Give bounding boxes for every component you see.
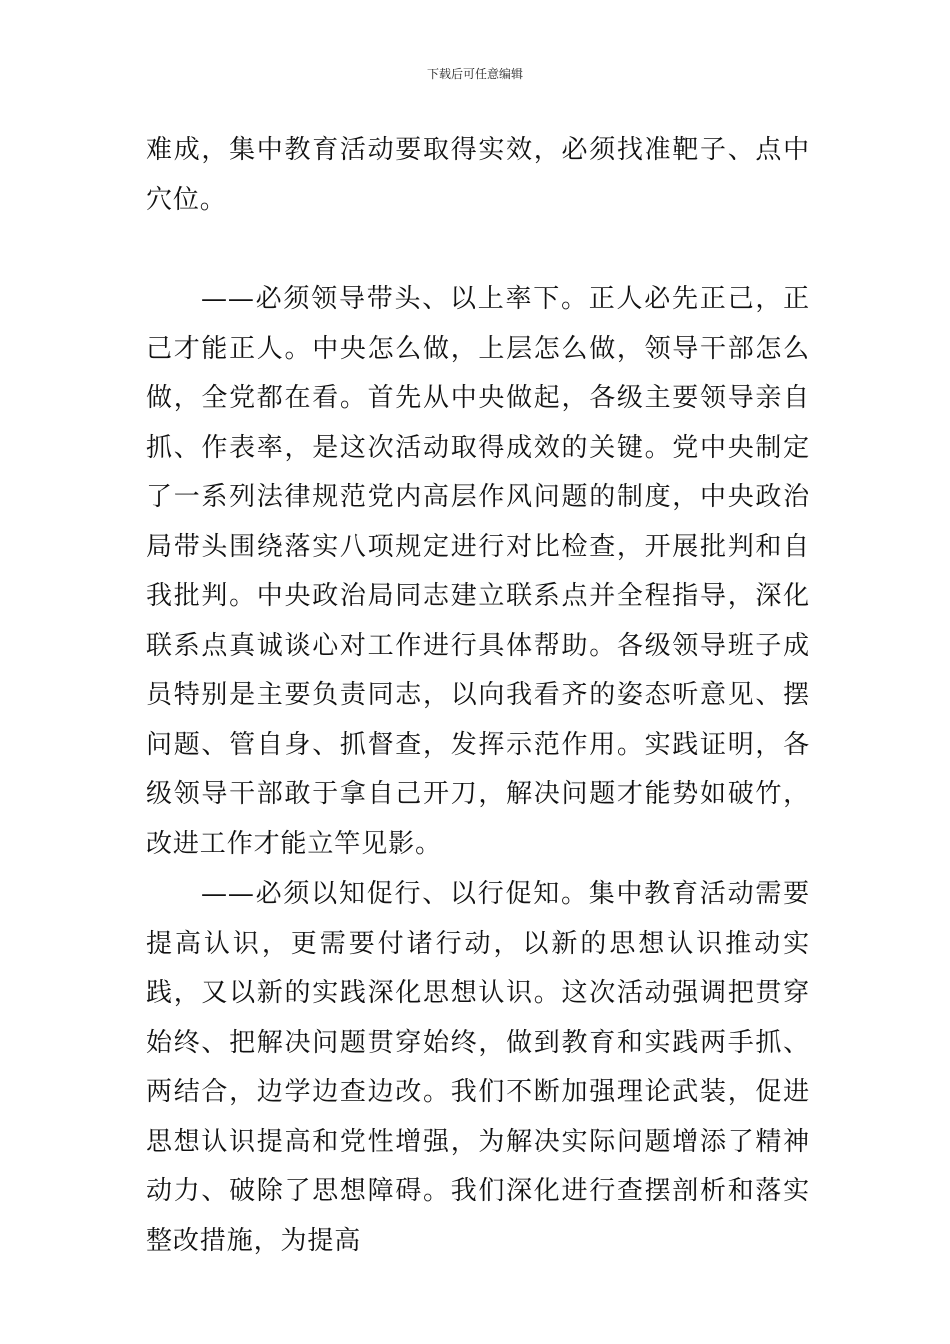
paragraph-knowledge-action — [146, 870, 810, 1266]
paragraph-continuation — [146, 126, 810, 225]
paragraph-lead-by-example — [146, 275, 810, 869]
paragraph-text: 难成，集中教育活动要取得实效，必须找准靶子、点中穴位。 — [146, 135, 810, 215]
paragraph-text: ——必须领导带头、以上率下。正人必先正己，正己才能正人。中央怎么做，上层怎么做，领导干部怎么做，全党都在看。首先从中央做起，各级主要领导亲自抓、作表率，是这次活动取得成效的关键。党中央制定了一系列法律规范党内高层作风问题的制度，中央政治局带头围绕落实八项规定进行对比检查，开展批判和自我批判。中央政治局同志建立联系点并全程指导，深化联系点真诚谈心对工作进行具体帮助。各级领导班子成员特别是主要负责同志，以向我看齐的姿态听意见、摆问题、管自身、抓督查，发挥示范作用。实践证明，各级领导干部敢于拿自己开刀，解决问题才能势如破竹，改进工作才能立竿见影。 — [146, 284, 810, 859]
paragraph-text: ——必须以知促行、以行促知。集中教育活动需要提高认识，更需要付诸行动，以新的思想认识推动实践，又以新的实践深化思想认识。这次活动强调把贯穿始终、把解决问题贯穿始终，做到教育和实践两手抓、两结合，边学边查边改。我们不断加强理论武装，促进思想认识提高和党性增强，为解决实际问题增添了精神动力、破除了思想障碍。我们深化进行查摆剖析和落实整改措施，为提高 — [146, 879, 810, 1256]
page-header: 下载后可任意编辑 — [426, 67, 523, 81]
